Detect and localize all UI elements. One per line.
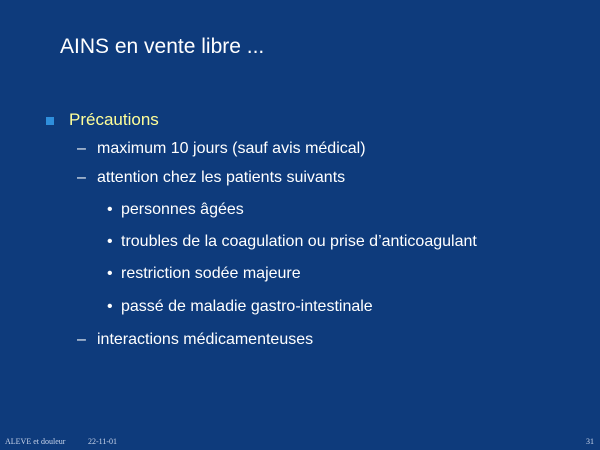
dot-bullet-icon: • — [107, 265, 113, 282]
heading-precautions: Précautions — [69, 110, 159, 129]
slide-title: AINS en vente libre ... — [60, 35, 265, 58]
list-item-text: attention chez les patients suivants — [97, 169, 346, 186]
sublist-item-text: passé de maladie gastro-intestinale — [121, 298, 373, 315]
sublist-item-text: troubles de la coagulation ou prise d’anticoagulant — [121, 233, 477, 250]
footer-date: 22-11-01 — [88, 437, 118, 446]
footer-page-number: 31 — [586, 437, 594, 446]
sublist-item-text: personnes âgées — [121, 201, 244, 218]
square-bullet-icon — [46, 117, 54, 125]
list-item-text: interactions médicamenteuses — [97, 331, 314, 348]
dot-bullet-icon: • — [107, 298, 113, 315]
sublist-item-text: restriction sodée majeure — [121, 265, 301, 282]
dash-bullet-icon: – — [77, 331, 86, 348]
dot-bullet-icon: • — [107, 201, 113, 218]
dot-bullet-icon: • — [107, 233, 113, 250]
list-item-text: maximum 10 jours (sauf avis médical) — [97, 140, 366, 157]
dash-bullet-icon: – — [77, 140, 86, 157]
dash-bullet-icon: – — [77, 169, 86, 186]
footer-presentation-title: ALEVE et douleur — [5, 437, 66, 446]
